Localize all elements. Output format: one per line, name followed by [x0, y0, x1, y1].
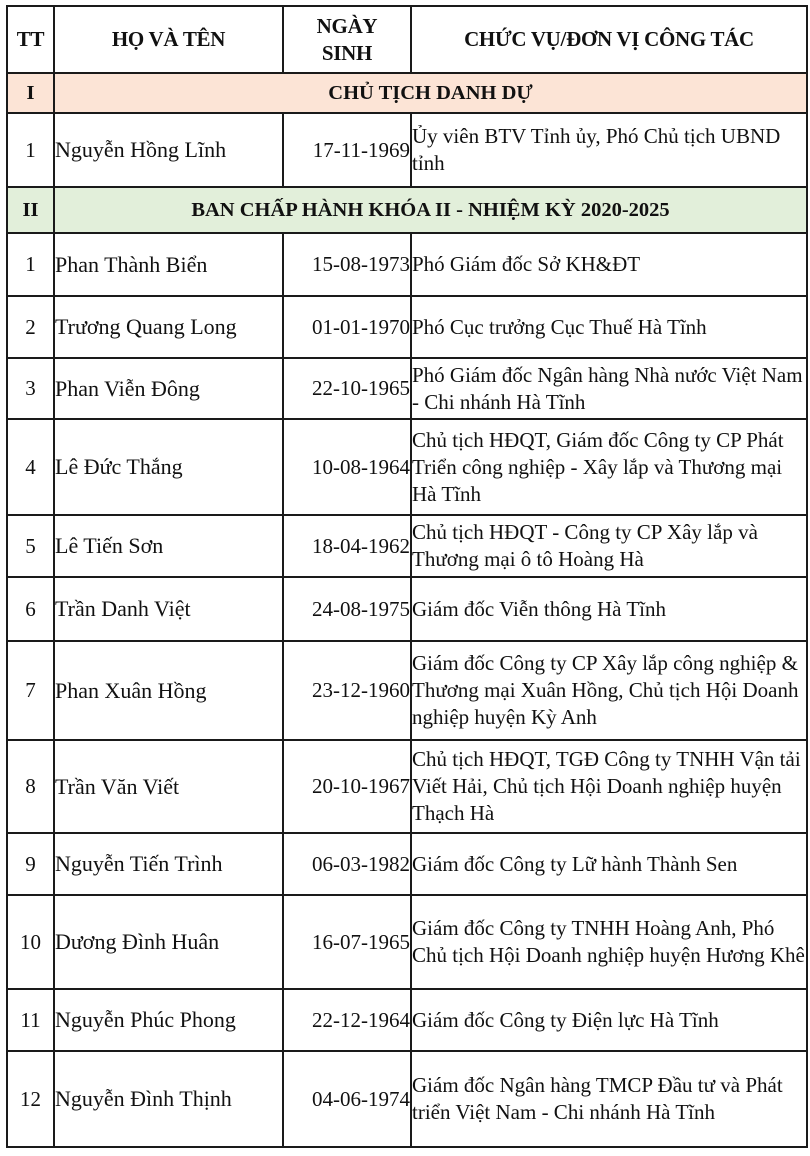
header-role: CHỨC VỤ/ĐƠN VỊ CÔNG TÁC	[411, 6, 807, 73]
row-role: Giám đốc Viễn thông Hà Tĩnh	[411, 577, 807, 641]
row-name: Nguyễn Hồng Lĩnh	[54, 113, 283, 187]
row-dob: 18-04-1962	[283, 515, 411, 577]
row-role: Chủ tịch HĐQT, Giám đốc Công ty CP Phát Triển công nghiệp - Xây lắp và Thương mại Hà Tĩnh	[411, 419, 807, 515]
row-name: Nguyễn Phúc Phong	[54, 989, 283, 1051]
row-tt: 3	[7, 358, 54, 419]
row-name: Dương Đình Huân	[54, 895, 283, 989]
header-row	[7, 6, 807, 73]
section-title: BAN CHẤP HÀNH KHÓA II - NHIỆM KỲ 2020-2025	[54, 187, 807, 233]
table-row	[7, 740, 807, 833]
member-roster-table	[6, 5, 808, 1148]
table-row	[7, 577, 807, 641]
table-row	[7, 895, 807, 989]
row-role: Phó Giám đốc Ngân hàng Nhà nước Việt Nam - Chi nhánh Hà Tĩnh	[411, 358, 807, 419]
row-dob: 10-08-1964	[283, 419, 411, 515]
row-name: Trần Danh Việt	[54, 577, 283, 641]
table-row	[7, 233, 807, 296]
row-role: Phó Cục trưởng Cục Thuế Hà Tĩnh	[411, 296, 807, 358]
row-tt: 9	[7, 833, 54, 895]
section-number: II	[7, 187, 54, 233]
section-number: I	[7, 73, 54, 113]
row-tt: 1	[7, 233, 54, 296]
table-row	[7, 515, 807, 577]
row-role: Ủy viên BTV Tỉnh ủy, Phó Chủ tịch UBND tỉnh	[411, 113, 807, 187]
row-name: Trần Văn Viết	[54, 740, 283, 833]
row-dob: 23-12-1960	[283, 641, 411, 740]
row-dob: 04-06-1974	[283, 1051, 411, 1147]
row-name: Nguyễn Tiến Trình	[54, 833, 283, 895]
row-role: Giám đốc Công ty Điện lực Hà Tĩnh	[411, 989, 807, 1051]
row-name: Phan Thành Biển	[54, 233, 283, 296]
row-name: Lê Tiến Sơn	[54, 515, 283, 577]
row-dob: 15-08-1973	[283, 233, 411, 296]
header-dob-line1: NGÀY	[316, 13, 378, 38]
table-row	[7, 419, 807, 515]
row-tt: 8	[7, 740, 54, 833]
header-tt: TT	[7, 6, 54, 73]
table-row	[7, 113, 807, 187]
row-tt: 11	[7, 989, 54, 1051]
row-tt: 4	[7, 419, 54, 515]
row-dob: 22-10-1965	[283, 358, 411, 419]
table-row	[7, 1051, 807, 1147]
row-tt: 10	[7, 895, 54, 989]
row-dob: 24-08-1975	[283, 577, 411, 641]
table-row	[7, 641, 807, 740]
header-name: HỌ VÀ TÊN	[54, 6, 283, 73]
row-dob: 01-01-1970	[283, 296, 411, 358]
row-dob: 22-12-1964	[283, 989, 411, 1051]
row-role: Chủ tịch HĐQT - Công ty CP Xây lắp và Thương mại ô tô Hoàng Hà	[411, 515, 807, 577]
header-dob	[283, 6, 411, 73]
row-role: Giám đốc Công ty TNHH Hoàng Anh, Phó Chủ tịch Hội Doanh nghiệp huyện Hương Khê	[411, 895, 807, 989]
row-name: Lê Đức Thắng	[54, 419, 283, 515]
row-tt: 7	[7, 641, 54, 740]
row-role: Giám đốc Ngân hàng TMCP Đầu tư và Phát triển Việt Nam - Chi nhánh Hà Tĩnh	[411, 1051, 807, 1147]
row-dob: 17-11-1969	[283, 113, 411, 187]
table-row	[7, 989, 807, 1051]
row-dob: 16-07-1965	[283, 895, 411, 989]
header-dob-line2: SINH	[321, 40, 373, 65]
row-dob: 06-03-1982	[283, 833, 411, 895]
row-name: Phan Xuân Hồng	[54, 641, 283, 740]
section-row-executive-committee	[7, 187, 807, 233]
row-tt: 5	[7, 515, 54, 577]
row-role: Phó Giám đốc Sở KH&ĐT	[411, 233, 807, 296]
row-name: Nguyễn Đình Thịnh	[54, 1051, 283, 1147]
row-tt: 6	[7, 577, 54, 641]
row-tt: 1	[7, 113, 54, 187]
row-name: Trương Quang Long	[54, 296, 283, 358]
section-title: CHỦ TỊCH DANH DỰ	[54, 73, 807, 113]
table-row	[7, 358, 807, 419]
row-tt: 12	[7, 1051, 54, 1147]
table-row	[7, 296, 807, 358]
row-role: Chủ tịch HĐQT, TGĐ Công ty TNHH Vận tải Viết Hải, Chủ tịch Hội Doanh nghiệp huyện Thạch Hà	[411, 740, 807, 833]
table-row	[7, 833, 807, 895]
row-role: Giám đốc Công ty Lữ hành Thành Sen	[411, 833, 807, 895]
row-role: Giám đốc Công ty CP Xây lắp công nghiệp & Thương mại Xuân Hồng, Chủ tịch Hội Doanh nghiệp huyện Kỳ Anh	[411, 641, 807, 740]
row-dob: 20-10-1967	[283, 740, 411, 833]
row-tt: 2	[7, 296, 54, 358]
section-row-honorary-chair	[7, 73, 807, 113]
row-name: Phan Viễn Đông	[54, 358, 283, 419]
